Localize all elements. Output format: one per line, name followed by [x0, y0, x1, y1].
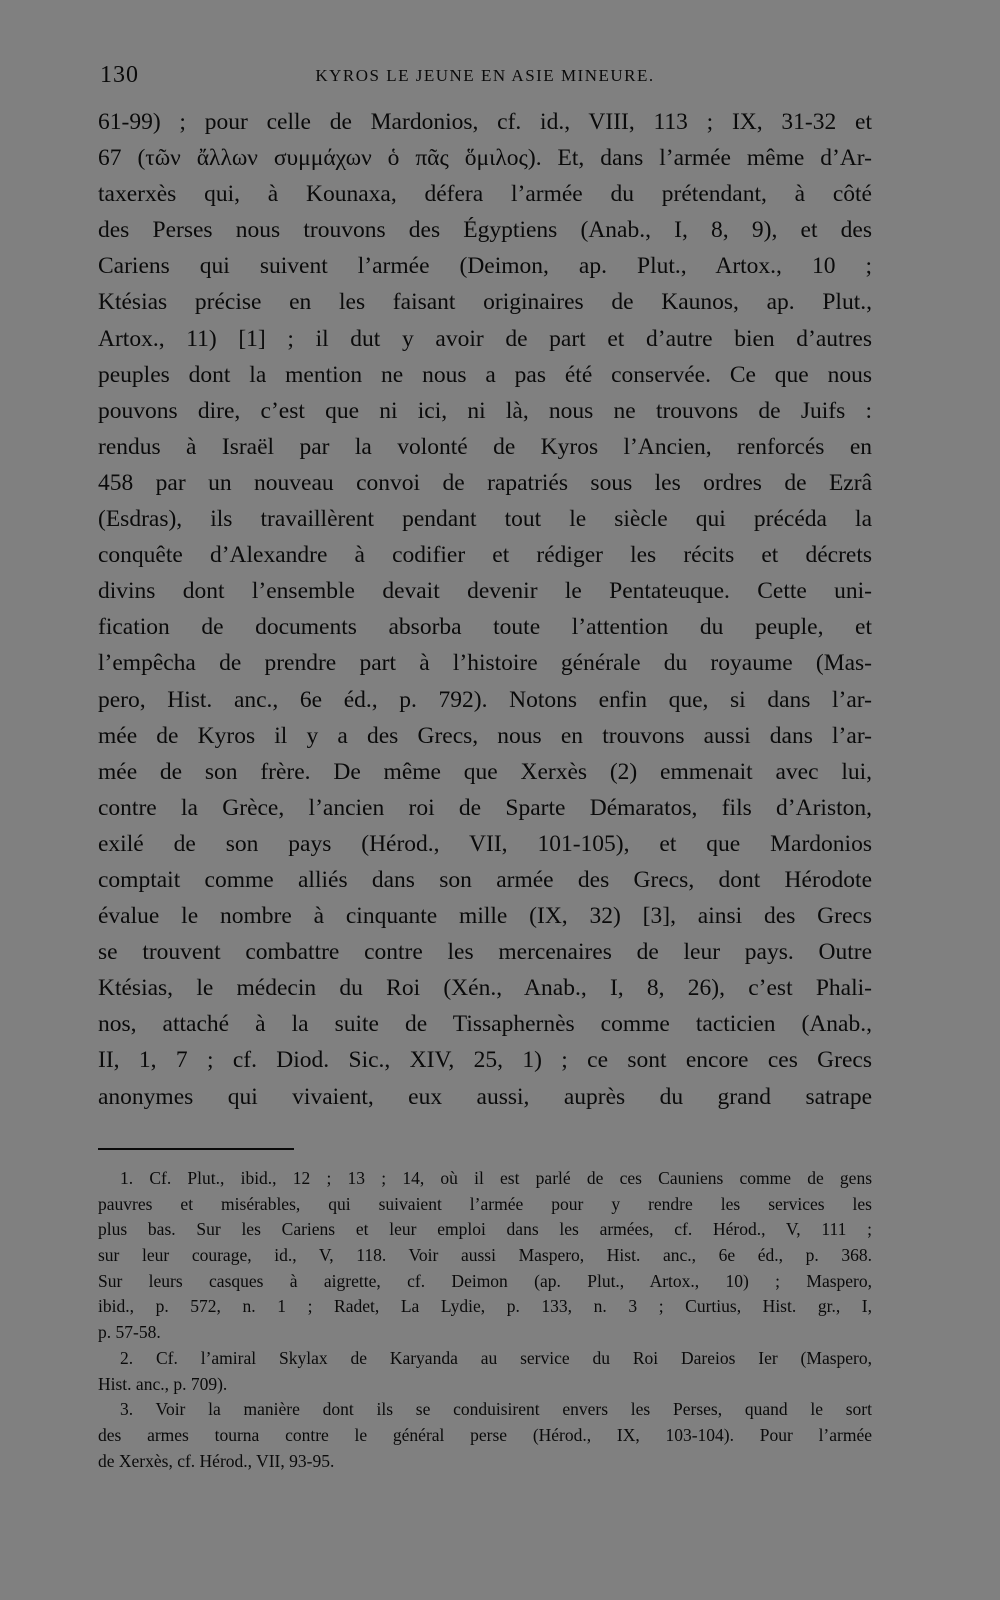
footnote-line: plus bas. Sur les Cariens et leur emploi dans les armées, cf. Hérod., V, 111 ;	[98, 1219, 872, 1240]
page-header	[100, 62, 870, 92]
text-line: conquête d’Alexandre à codifier et rédiger les récits et décrets	[98, 542, 872, 569]
text-line: pouvons dire, c’est que ni ici, ni là, nous ne trouvons de Juifs :	[98, 397, 872, 424]
text-line: mée de Kyros il y a des Grecs, nous en trouvons aussi dans l’ar-	[98, 722, 872, 749]
footnote-separator	[98, 1148, 294, 1150]
footnote-line: 1. Cf. Plut., ibid., 12 ; 13 ; 14, où il est parlé de ces Cauniens comme de gens	[120, 1168, 872, 1188]
text-line: Artox., 11) [1] ; il dut y avoir de part et d’autre bien d’autres	[98, 325, 872, 352]
footnote-line: 2. Cf. l’amiral Skylax de Karyanda au service du Roi Dareios Ier (Maspero,	[120, 1347, 872, 1368]
text-line: Ktésias précise en les faisant originaires de Kaunos, ap. Plut.,	[98, 289, 872, 316]
footnote-line: p. 57-58.	[98, 1322, 161, 1343]
text-line: Cariens qui suivent l’armée (Deimon, ap. Plut., Artox., 10 ;	[98, 253, 872, 280]
text-line: évalue le nombre à cinquante mille (IX, 32) [3], ainsi des Grecs	[98, 903, 872, 930]
text-line: exilé de son pays (Hérod., VII, 101-105), et que Mardonios	[98, 830, 872, 857]
text-line: II, 1, 7 ; cf. Diod. Sic., XIV, 25, 1) ; ce sont encore ces Grecs	[98, 1047, 872, 1074]
text-line: divins dont l’ensemble devait devenir le Pentateuque. Cette uni-	[98, 578, 872, 605]
text-line: des Perses nous trouvons des Égyptiens (Anab., I, 8, 9), et des	[98, 217, 872, 244]
footnote-line: ibid., p. 572, n. 1 ; Radet, La Lydie, p. 133, n. 3 ; Curtius, Hist. gr., I,	[98, 1296, 872, 1317]
footnote-line: de Xerxès, cf. Hérod., VII, 93-95.	[98, 1450, 335, 1471]
text-line: nos, attaché à la suite de Tissaphernès comme tacticien (Anab.,	[98, 1011, 872, 1038]
footnote-line: Sur leurs casques à aigrette, cf. Deimon (ap. Plut., Artox., 10) ; Maspero,	[98, 1270, 872, 1291]
text-line: l’empêcha de prendre part à l’histoire générale du royaume (Mas-	[98, 650, 872, 677]
footnote-line: des armes tourna contre le général perse (Hérod., IX, 103-104). Pour l’armée	[98, 1424, 872, 1445]
text-line: pero, Hist. anc., 6e éd., p. 792). Notons enfin que, si dans l’ar-	[98, 686, 872, 713]
text-line: 67 (τῶν ἄλλων συμμάχων ὁ πᾶς ὅμιλος). Et, dans l’armée même d’Ar-	[98, 145, 872, 172]
text-line: comptait comme alliés dans son armée des Grecs, dont Hérodote	[98, 866, 872, 893]
text-line: mée de son frère. De même que Xerxès (2) emmenait avec lui,	[98, 758, 872, 785]
footnote-line: sur leur courage, id., V, 118. Voir aussi Maspero, Hist. anc., 6e éd., p. 368.	[98, 1245, 872, 1266]
footnote-line: Hist. anc., p. 709).	[98, 1373, 228, 1394]
text-line: 458 par un nouveau convoi de rapatriés sous les ordres de Ezrâ	[98, 469, 872, 496]
text-line: Ktésias, le médecin du Roi (Xén., Anab., I, 8, 26), c’est Phali-	[98, 975, 872, 1002]
text-line: se trouvent combattre contre les mercenaires de leur pays. Outre	[98, 939, 872, 966]
page-number: 130	[100, 62, 139, 88]
body-text	[98, 104, 872, 1115]
text-line: fication de documents absorba toute l’attention du peuple, et	[98, 614, 872, 641]
text-line: taxerxès qui, à Kounaxa, défera l’armée du prétendant, à côté	[98, 181, 872, 208]
footnote-line: pauvres et misérables, qui suivaient l’armée pour y rendre les services les	[98, 1193, 872, 1214]
running-title: KYROS LE JEUNE EN ASIE MINEURE.	[315, 66, 655, 85]
text-line: peuples dont la mention ne nous a pas été conservée. Ce que nous	[98, 361, 872, 388]
footnote-2	[98, 1346, 872, 1397]
text-line: contre la Grèce, l’ancien roi de Sparte Démaratos, fils d’Ariston,	[98, 794, 872, 821]
footnote-3	[98, 1397, 872, 1474]
text-line: anonymes qui vivaient, eux aussi, auprès du grand satrape	[98, 1083, 872, 1110]
text-line: (Esdras), ils travaillèrent pendant tout le siècle qui précéda la	[98, 506, 872, 533]
footnote-1	[98, 1166, 872, 1346]
text-line: 61-99) ; pour celle de Mardonios, cf. id., VIII, 113 ; IX, 31-32 et	[98, 109, 872, 135]
footnotes	[98, 1166, 872, 1474]
text-line: rendus à Israël par la volonté de Kyros l’Ancien, renforcés en	[98, 433, 872, 460]
footnote-line: 3. Voir la manière dont ils se conduisirent envers les Perses, quand le sort	[120, 1399, 872, 1420]
